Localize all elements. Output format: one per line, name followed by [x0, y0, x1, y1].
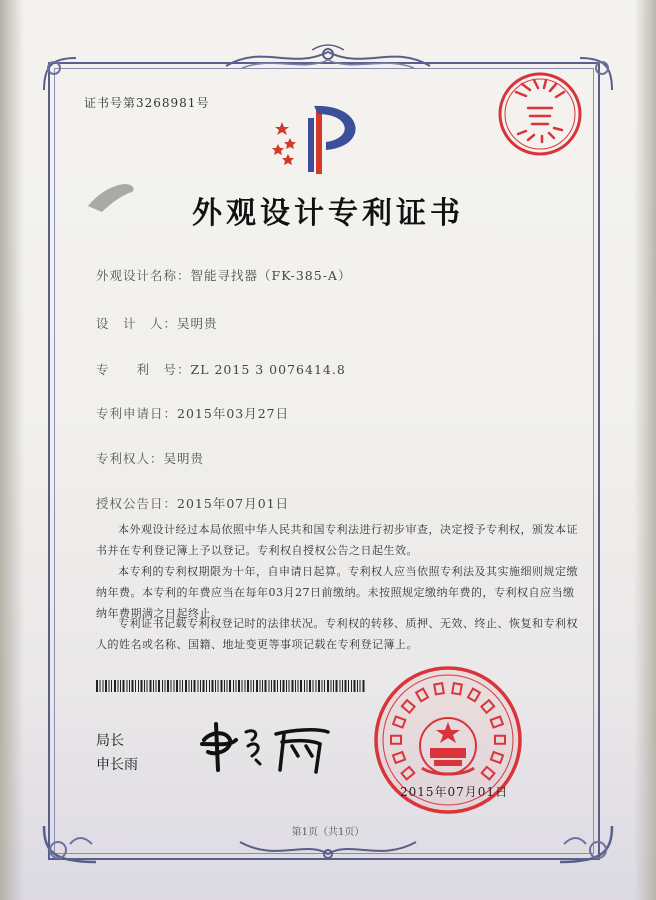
paragraph-grant-notice: 本外观设计经过本局依照中华人民共和国专利法进行初步审查，决定授予专利权，颁发本证书并在专利登记簿上予以登记。专利权自授权公告之日起生效。	[96, 523, 578, 557]
field-label: 专利权人：	[96, 451, 164, 466]
scan-smudge	[84, 176, 140, 216]
field-patent-number	[96, 360, 346, 378]
field-label: 专利申请日：	[96, 406, 178, 421]
field-filing-date	[96, 404, 289, 422]
scan-shadow-right	[634, 0, 656, 900]
page-footer: 第1页（共1页）	[291, 827, 365, 838]
cnipa-logo-icon	[268, 100, 378, 178]
handwritten-signature	[196, 710, 336, 780]
paragraph-register-notice: 专利证书记载专利权登记时的法律状况。专利权的转移、质押、无效、终止、恢复和专利权人的姓名或名称、国籍、地址变更等事项记载在专利登记簿上。	[96, 617, 578, 651]
signature-name: 申长雨	[96, 757, 138, 773]
bottom-ornament	[236, 836, 420, 864]
issue-date: 2015年07月01日	[400, 785, 509, 799]
signature-title: 局长	[96, 733, 124, 749]
field-grant-date	[96, 494, 289, 512]
field-design-name	[96, 266, 351, 284]
field-patentee	[96, 449, 204, 467]
certificate-title: 外观设计专利证书	[192, 196, 464, 231]
paragraph-term-and-fees: 本专利的专利权期限为十年，自申请日起算。专利权人应当依照专利法及其实施细则规定缴纳年费。本专利的年费应当在每年03月27日前缴纳。未按照规定缴纳年费的，专利权自应当缴纳年费期满之日起终止。	[96, 565, 578, 620]
certificate-number: 证书号第3268981号	[84, 96, 210, 110]
barcode	[96, 680, 366, 692]
field-value: 2015年03月27日	[177, 406, 290, 421]
scan-shadow-left	[0, 0, 24, 900]
field-value: 吴明贵	[177, 316, 218, 331]
field-designer	[96, 314, 218, 332]
field-label: 外观设计名称：	[96, 268, 191, 283]
field-label: 设 计 人：	[96, 316, 178, 331]
field-value: 吴明贵	[163, 451, 205, 466]
field-value: 2015年07月01日	[177, 496, 290, 511]
corner-ornament-top-left	[40, 54, 80, 94]
top-ornament	[222, 42, 434, 76]
agency-seal-small	[494, 68, 586, 160]
field-label: 专 利 号：	[96, 362, 191, 377]
field-value: ZL 2015 3 0076414.8	[190, 362, 346, 377]
field-label: 授权公告日：	[96, 496, 178, 511]
field-value: 智能寻找器（FK-385-A）	[190, 268, 352, 283]
